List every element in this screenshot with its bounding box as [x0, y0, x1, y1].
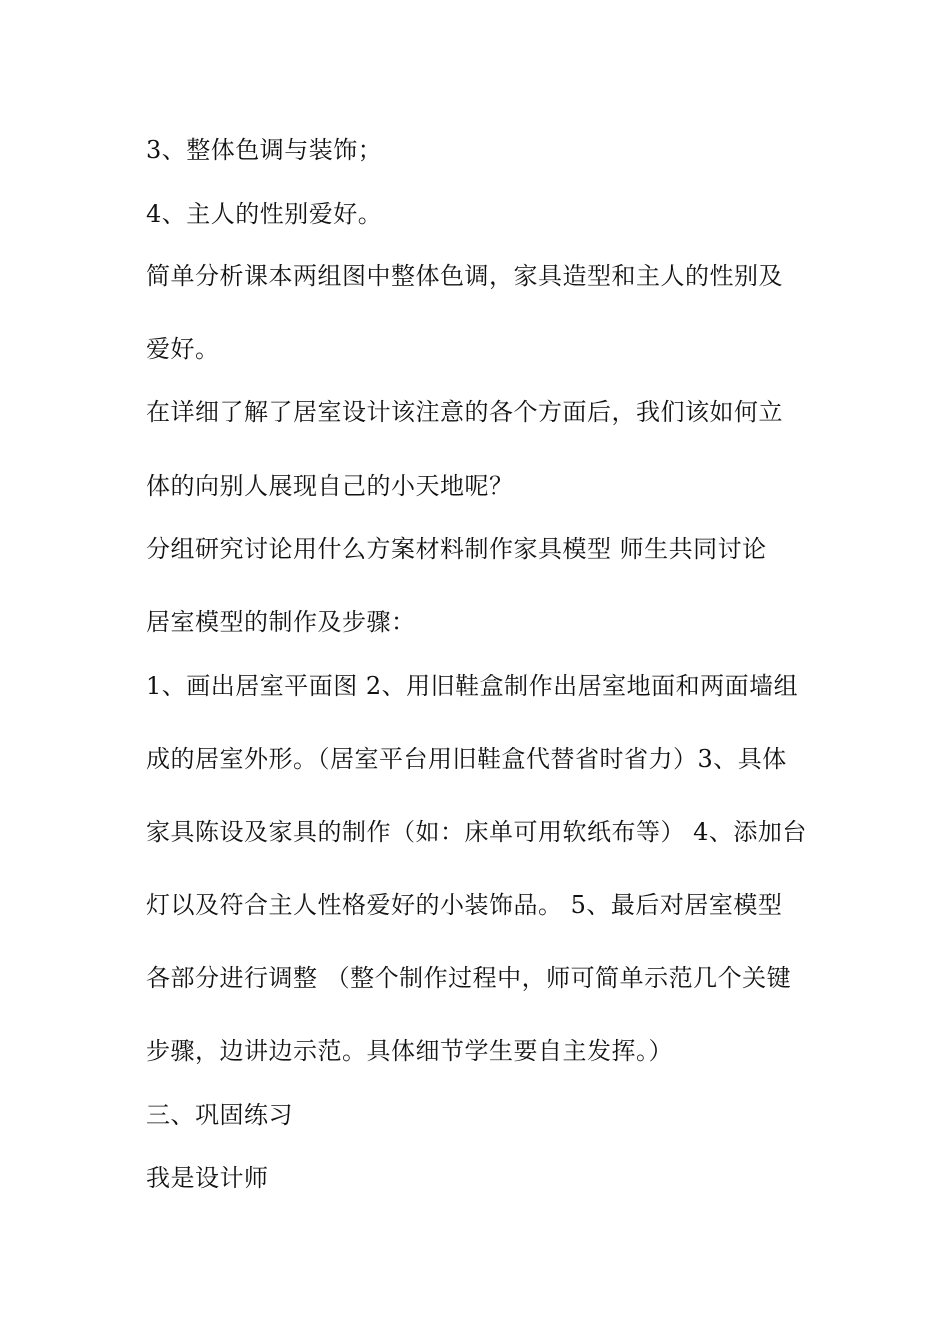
- text-line: 在详细了解了居室设计该注意的各个方面后，我们该如何立: [146, 398, 783, 426]
- text-line: 居室模型的制作及步骤：: [146, 608, 416, 636]
- text-line: 步骤，边讲边示范。具体细节学生要自主发挥。）: [146, 1037, 673, 1065]
- section-heading: 三、巩固练习: [146, 1101, 293, 1129]
- text-line: 家具陈设及家具的制作（如：床单可用软纸布等） 4、添加台: [146, 818, 807, 846]
- text-line: 简单分析课本两组图中整体色调，家具造型和主人的性别及: [146, 262, 783, 290]
- text-line: 各部分进行调整 （整个制作过程中，师可简单示范几个关键: [146, 964, 792, 992]
- text-line: 爱好。: [146, 335, 220, 363]
- text-line: 我是设计师: [146, 1164, 269, 1192]
- text-line: 3、整体色调与装饰；: [146, 136, 383, 164]
- text-line: 分组研究讨论用什么方案材料制作家具模型 师生共同讨论: [146, 535, 767, 563]
- text-line: 4、主人的性别爱好。: [146, 200, 383, 228]
- text-line: 灯以及符合主人性格爱好的小装饰品。 5、最后对居室模型: [146, 891, 783, 919]
- text-line: 体的向别人展现自己的小天地呢？: [146, 472, 514, 500]
- text-line: 1、画出居室平面图 2、用旧鞋盒制作出居室地面和两面墙组: [146, 672, 799, 700]
- text-line: 成的居室外形。（居室平台用旧鞋盒代替省时省力）3、具体: [146, 745, 787, 773]
